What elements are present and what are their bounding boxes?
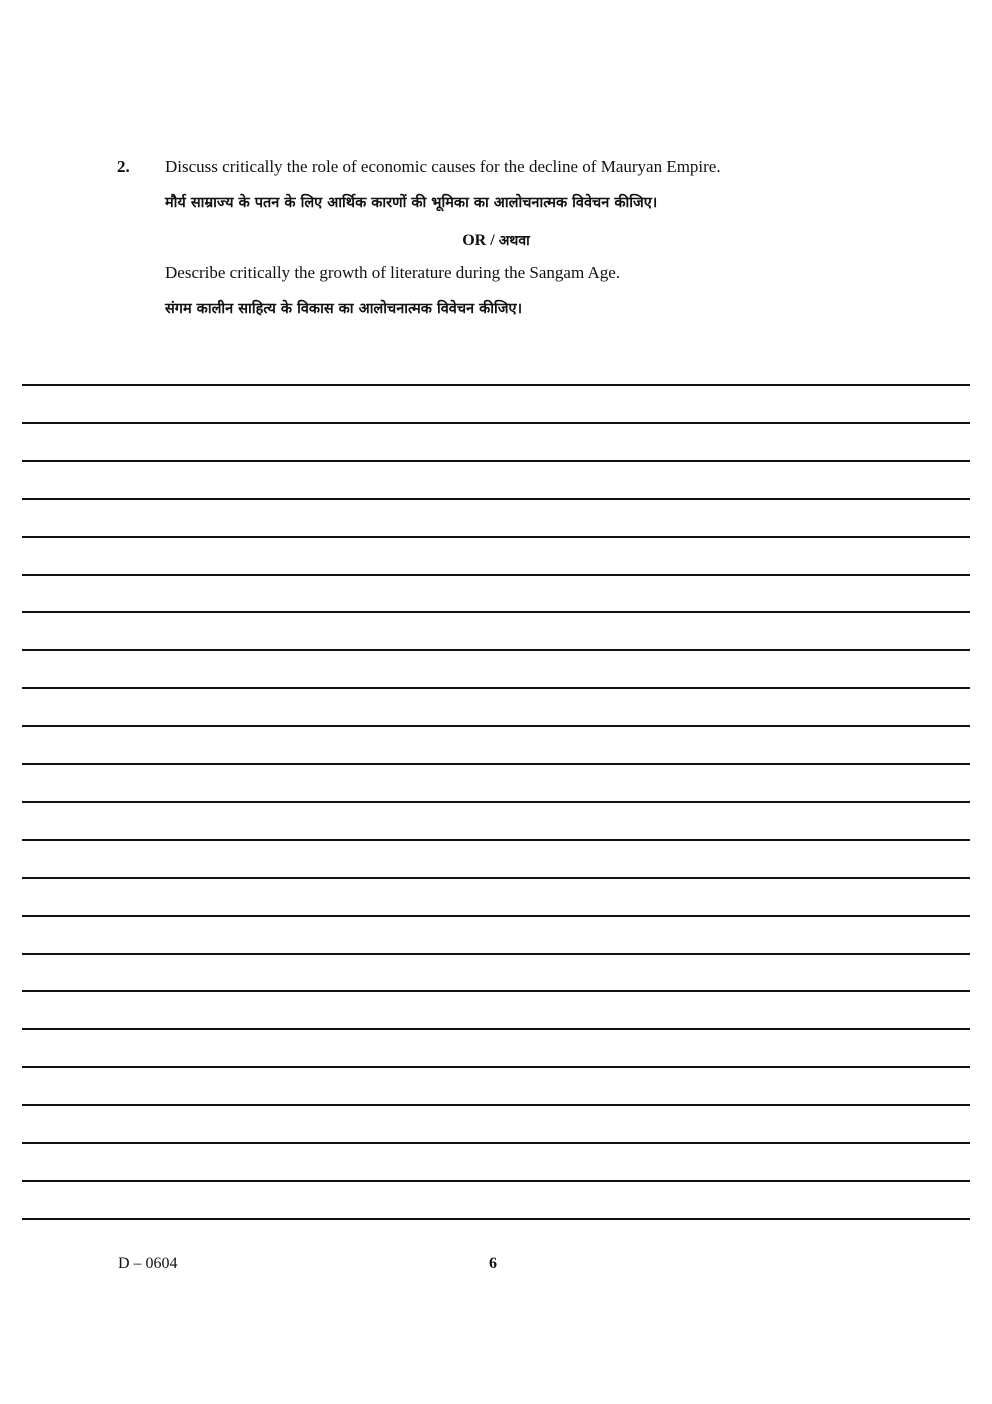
- answer-line: [22, 1028, 970, 1030]
- answer-line: [22, 611, 970, 613]
- answer-line: [22, 1104, 970, 1106]
- alternative-question-hindi: संगम कालीन साहित्य के विकास का आलोचनात्मक विवेचन कीजिए।: [165, 301, 523, 317]
- answer-line: [22, 460, 970, 462]
- answer-line: [22, 1180, 970, 1182]
- page-number: 6: [489, 1255, 497, 1272]
- answer-line: [22, 536, 970, 538]
- question-text-english: Discuss critically the role of economic causes for the decline of Mauryan Empire.: [165, 157, 721, 176]
- answer-line: [22, 877, 970, 879]
- answer-line: [22, 649, 970, 651]
- paper-code: D – 0604: [118, 1255, 178, 1272]
- answer-line: [22, 1066, 970, 1068]
- question-text-hindi: मौर्य साम्राज्य के पतन के लिए आर्थिक कारणों की भूमिका का आलोचनात्मक विवेचन कीजिए।: [165, 195, 658, 211]
- answer-line: [22, 1142, 970, 1144]
- answer-line: [22, 498, 970, 500]
- answer-line: [22, 687, 970, 689]
- answer-line: [22, 839, 970, 841]
- or-label-english: OR /: [462, 232, 495, 249]
- answer-line: [22, 725, 970, 727]
- answer-line: [22, 422, 970, 424]
- question-number: 2.: [117, 157, 130, 176]
- answer-line: [22, 384, 970, 386]
- or-separator: [0, 230, 992, 252]
- answer-line: [22, 915, 970, 917]
- answer-line: [22, 574, 970, 576]
- or-label-hindi: अथवा: [498, 233, 530, 249]
- alternative-question-english: Describe critically the growth of literature during the Sangam Age.: [165, 263, 621, 282]
- answer-line: [22, 953, 970, 955]
- answer-line: [22, 1218, 970, 1220]
- answer-line: [22, 801, 970, 803]
- answer-line: [22, 990, 970, 992]
- answer-line: [22, 763, 970, 765]
